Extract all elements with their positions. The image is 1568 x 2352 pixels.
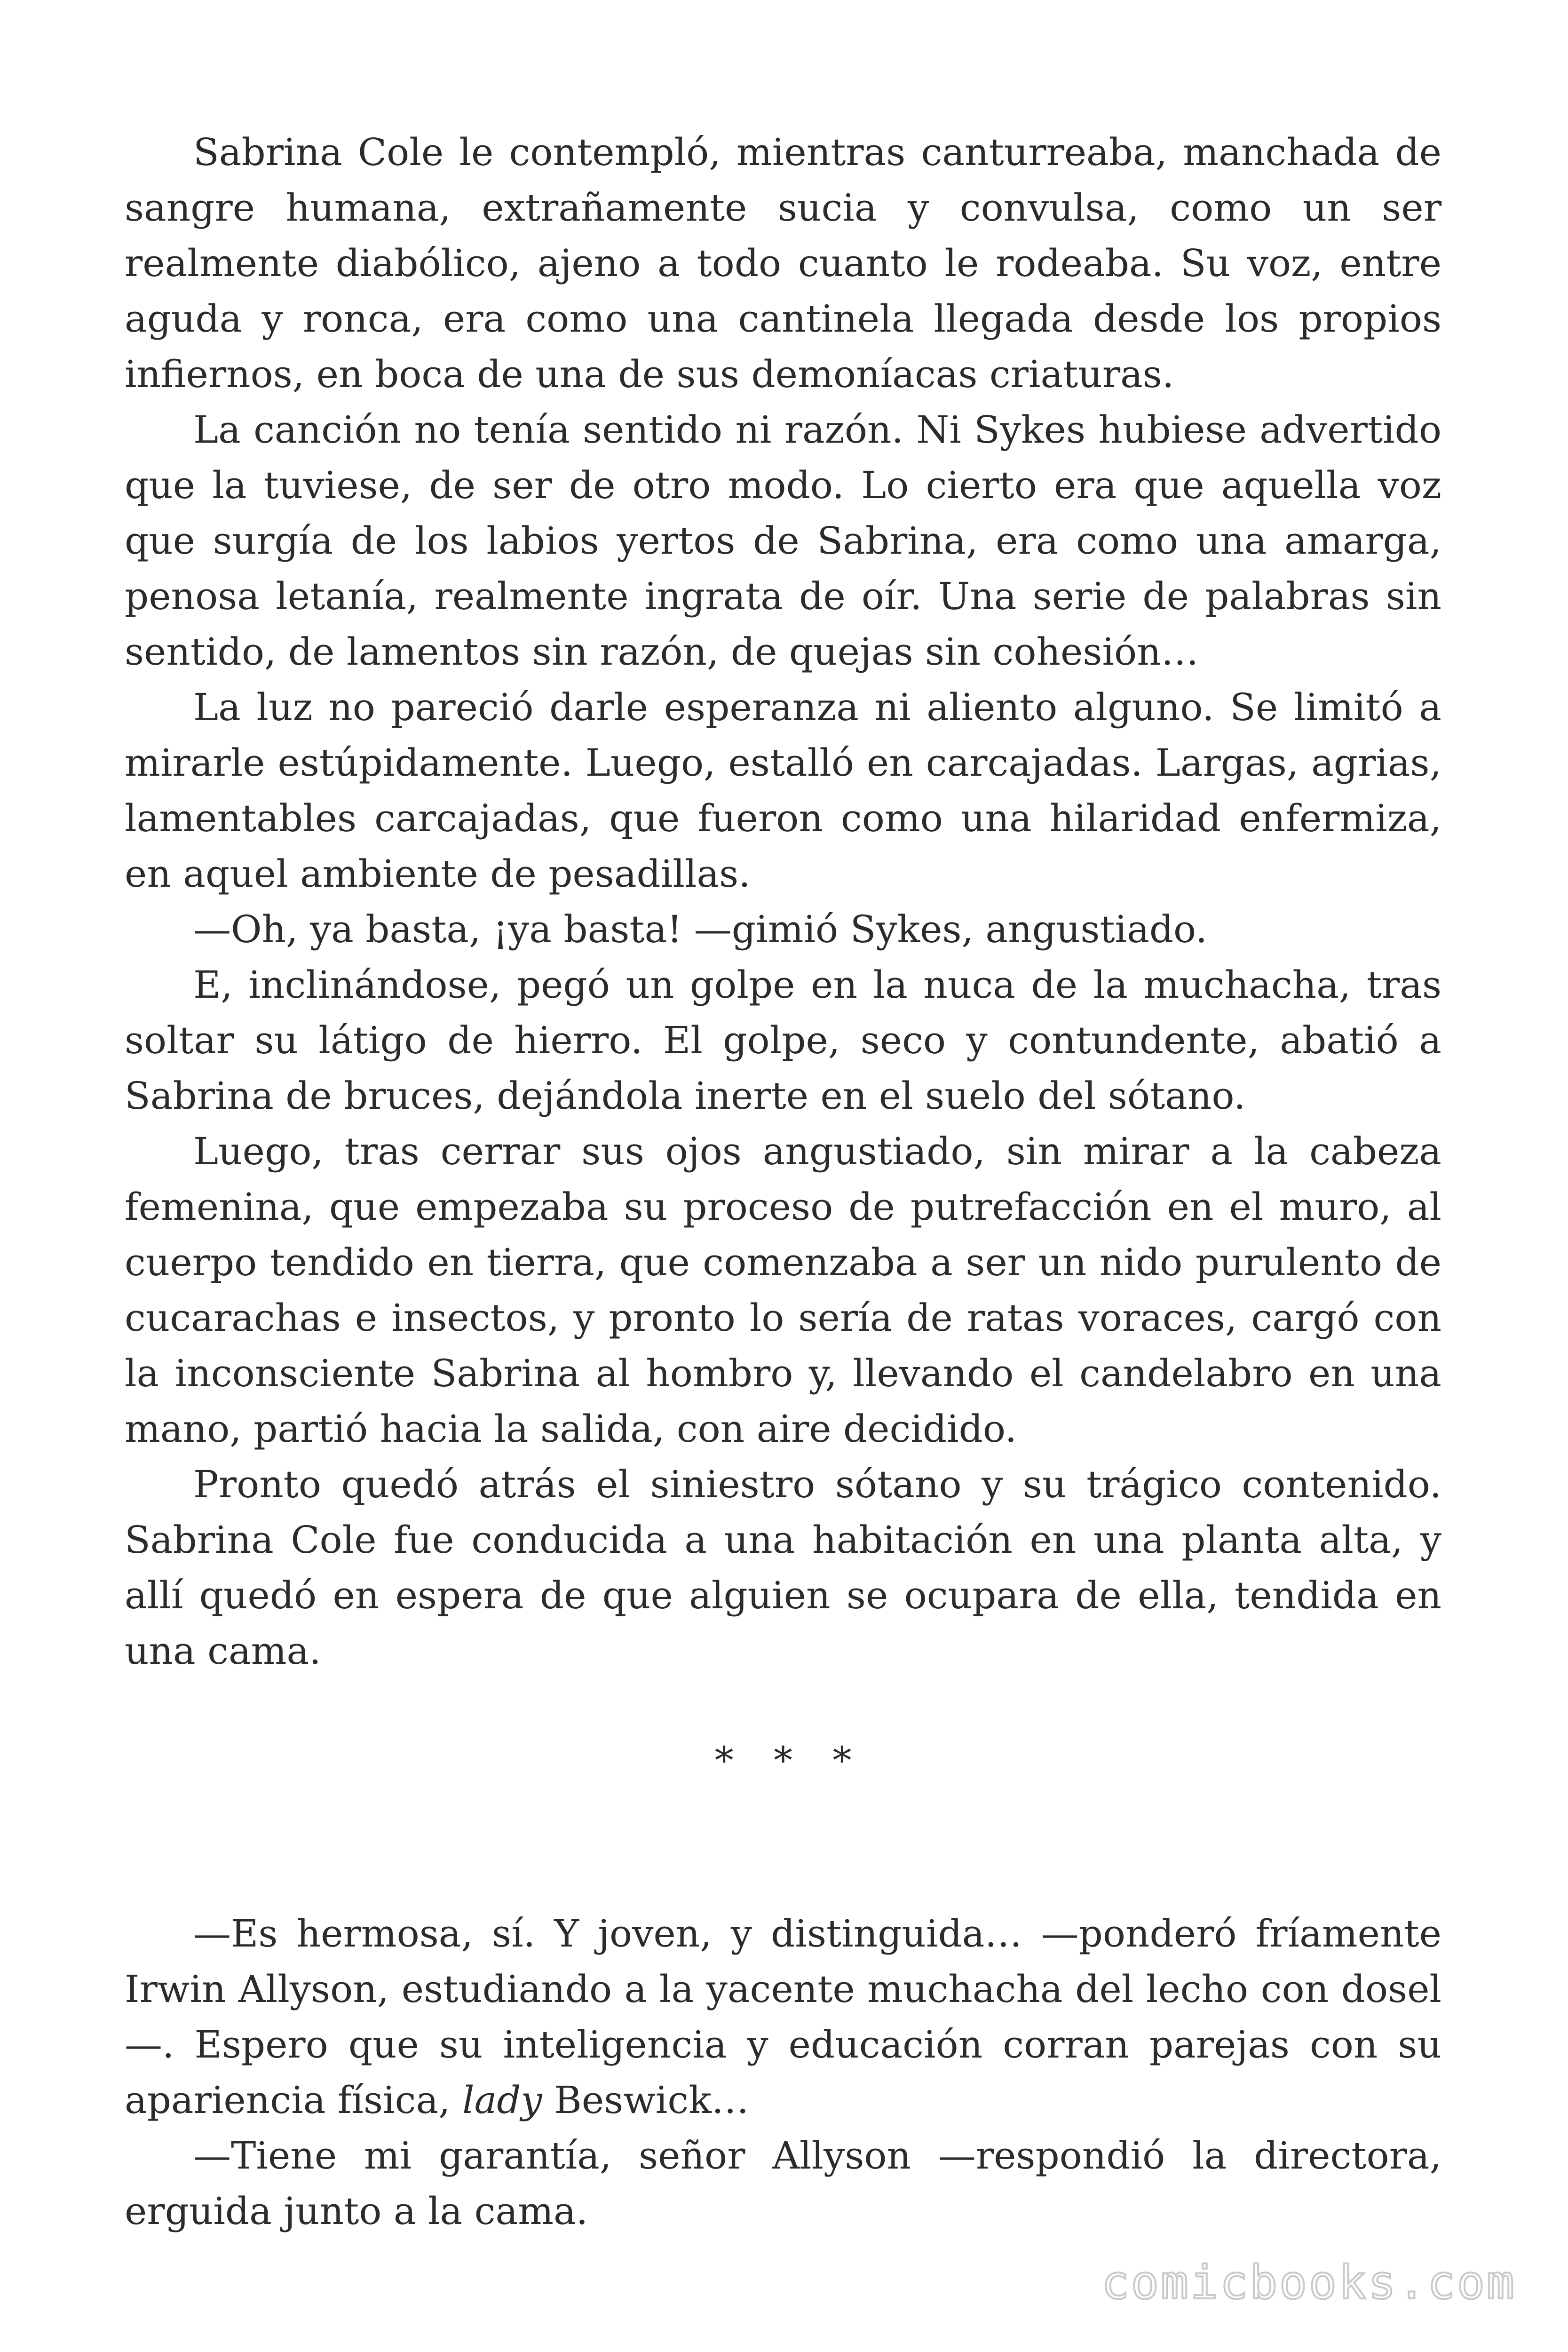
paragraph	[125, 1906, 1441, 2128]
page-body	[125, 125, 1441, 2239]
watermark: comicbooks.com	[1101, 2256, 1516, 2310]
paragraph: E, inclinándose, pegó un golpe en la nuca de la muchacha, tras soltar su látigo de hierro. El golpe, seco y contundente, abatió a Sabrina de bruces, dejándola inerte en el suelo del sótano.	[125, 963, 1441, 1118]
paragraph-text: —Es hermosa, sí. Y joven, y distinguida… —ponderó fríamente Irwin Allyson, estudiando a la yacente muchacha del lecho con dosel—. Espero que su inteligencia y educación corran parejas con su apariencia física,	[125, 1912, 1441, 2122]
paragraph-text: Beswick…	[542, 2078, 749, 2122]
paragraph: La canción no tenía sentido ni razón. Ni Sykes hubiese advertido que la tuviese, de ser de otro modo. Lo cierto era que aquella voz que surgía de los labios yertos de Sabrina, era como una amarga, penosa letanía, realmente ingrata de oír. Una serie de palabras sin sentido, de lamentos sin razón, de quejas sin cohesión…	[125, 408, 1441, 674]
paragraph: La luz no pareció darle esperanza ni aliento alguno. Se limitó a mirarle estúpidamente. Luego, estalló en carcajadas. Largas, agrias, lamentables carcajadas, que fueron como una hilaridad enfermiza, en aquel ambiente de pesadillas.	[125, 685, 1441, 896]
scene-break: * * *	[714, 1739, 866, 1782]
paragraph: Luego, tras cerrar sus ojos angustiado, sin mirar a la cabeza femenina, que empezaba su proceso de putrefacción en el muro, al cuerpo tendido en tierra, que comenzaba a ser un nido purulento de cucarachas e insectos, y pronto lo sería de ratas voraces, cargó con la inconsciente Sabrina al hombro y, llevando el candelabro en una mano, partió hacia la salida, con aire decidido.	[125, 1129, 1441, 1451]
italic-word: lady	[462, 2078, 542, 2122]
paragraph: —Oh, ya basta, ¡ya basta! —gimió Sykes, angustiado.	[193, 907, 1208, 951]
paragraph: —Tiene mi garantía, señor Allyson —respondió la directora, erguida junto a la cama.	[125, 2134, 1441, 2233]
paragraph: Pronto quedó atrás el siniestro sótano y su trágico contenido. Sabrina Cole fue conducida a una habitación en una planta alta, y allí quedó en espera de que alguien se ocupara de ella, tendida en una cama.	[125, 1462, 1441, 1673]
paragraph: Sabrina Cole le contempló, mientras canturreaba, manchada de sangre humana, extrañamente sucia y convulsa, como un ser realmente diabólico, ajeno a todo cuanto le rodeaba. Su voz, entre aguda y ronca, era como una cantinela llegada desde los propios infiernos, en boca de una de sus demoníacas criaturas.	[125, 130, 1441, 396]
